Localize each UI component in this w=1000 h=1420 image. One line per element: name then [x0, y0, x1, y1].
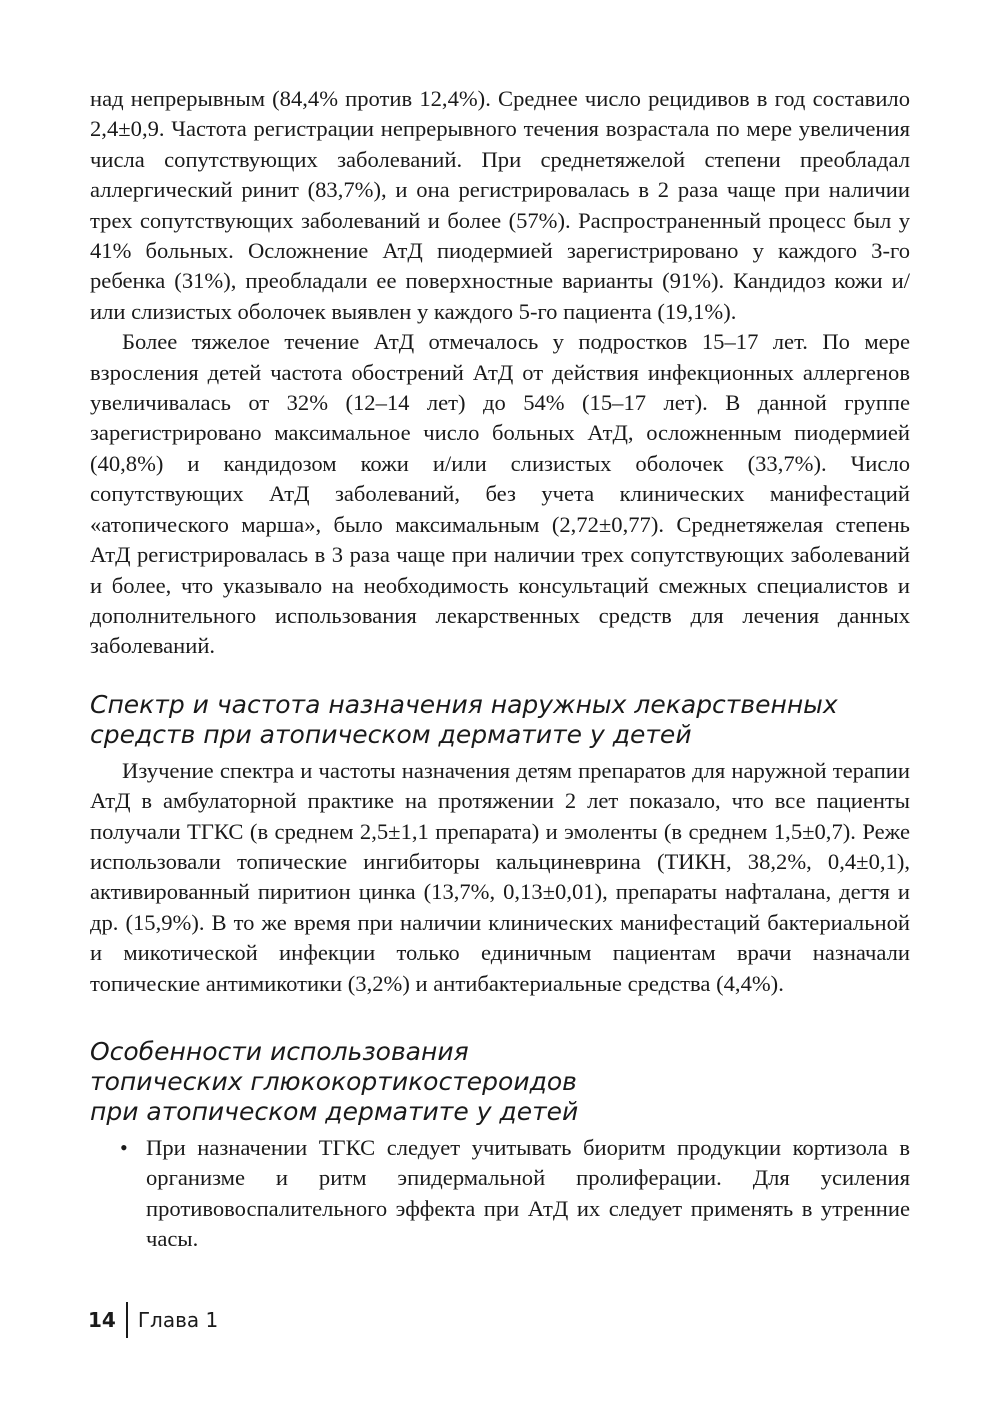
body-paragraph-2: Более тяжелое течение АтД отмечалось у подростков 15–17 лет. По мере взросления детей частота обострений АтД от действия инфекционных аллергенов увеличивалась от 32% (12–14 лет) до 54% (15–17 лет). В данной группе зарегистрировано максимальное число больных АтД, осложненным пиодермией (40,8%) и кандидозом кожи и/или слизистых оболочек (33,7%). Число сопутствующих АтД заболеваний, без учета клинических манифестаций «атопического марша», было максимальным (2,72±0,77). Среднетяжелая степень АтД регистрировалась в 3 раза чаще при наличии трех сопутствующих заболеваний и более, что указывало на необходимость консультаций смежных специалистов и дополнительного использования лекарственных средств для лечения данных заболеваний. — [90, 329, 910, 659]
body-paragraph-1: над непрерывным (84,4% против 12,4%). Среднее число рецидивов в год составило 2,4±0,9. Частота регистрации непрерывного течения возрастала по мере увеличения числа сопутствующих заболеваний. При среднетяжелой степени преобладал аллергический ринит (83,7%), и она регистрировалась в 2 раза чаще при наличии трех сопутствующих заболеваний и более (57%). Распространенный процесс был у 41% больных. Осложнение АтД пиодермией зарегистрировано у каждого 3-го ребенка (31%), преобладали ее поверхностные варианты (91%). Кандидоз кожи и/или слизистых оболочек выявлен у каждого 5-го пациента (19,1%). — [90, 86, 910, 324]
section-heading-tgks — [90, 1037, 910, 1127]
section-heading-line-1: Особенности использования — [90, 1036, 469, 1066]
bullet-text: При назначении ТГКС следует учитывать биоритм продукции кортизола в организме и ритм эпидермальной пролиферации. Для усиления противовоспалительного эффекта при АтД их следует применять в утренние часы. — [146, 1134, 910, 1252]
section-heading-line-2: топических глюкокортикостероидов — [90, 1066, 577, 1096]
footer-divider — [126, 1302, 128, 1338]
bullet-list — [90, 1133, 910, 1255]
section-heading-spectrum: Спектр и частота назначения наружных лекарственных средств при атопическом дерматите у детей — [90, 689, 838, 749]
page-number: 14 — [88, 1308, 116, 1332]
section-heading-line-3: при атопическом дерматите у детей — [90, 1096, 579, 1126]
list-item — [90, 1133, 910, 1255]
bullet-icon: • — [120, 1134, 128, 1160]
chapter-label: Глава 1 — [137, 1308, 219, 1332]
page-footer — [88, 1300, 218, 1340]
page-content — [90, 84, 910, 1255]
body-paragraph-3: Изучение спектра и частоты назначения детям препаратов для наружной терапии АтД в амбулаторной практике на протяжении 2 лет показало, что все пациенты получали ТГКС (в среднем 2,5±1,1 препарата) и эмоленты (в среднем 1,5±0,7). Реже использовали топические ингибиторы кальциневрина (ТИКН, 38,2%, 0,4±0,1), активированный пиритион цинка (13,7%, 0,13±0,01), препараты нафталана, дегтя и др. (15,9%). В то же время при наличии клинических манифестаций бактериальной и микотической инфекции только единичным пациентам врачи назначали топические антимикотики (3,2%) и антибактериальные средства (4,4%). — [90, 757, 910, 996]
